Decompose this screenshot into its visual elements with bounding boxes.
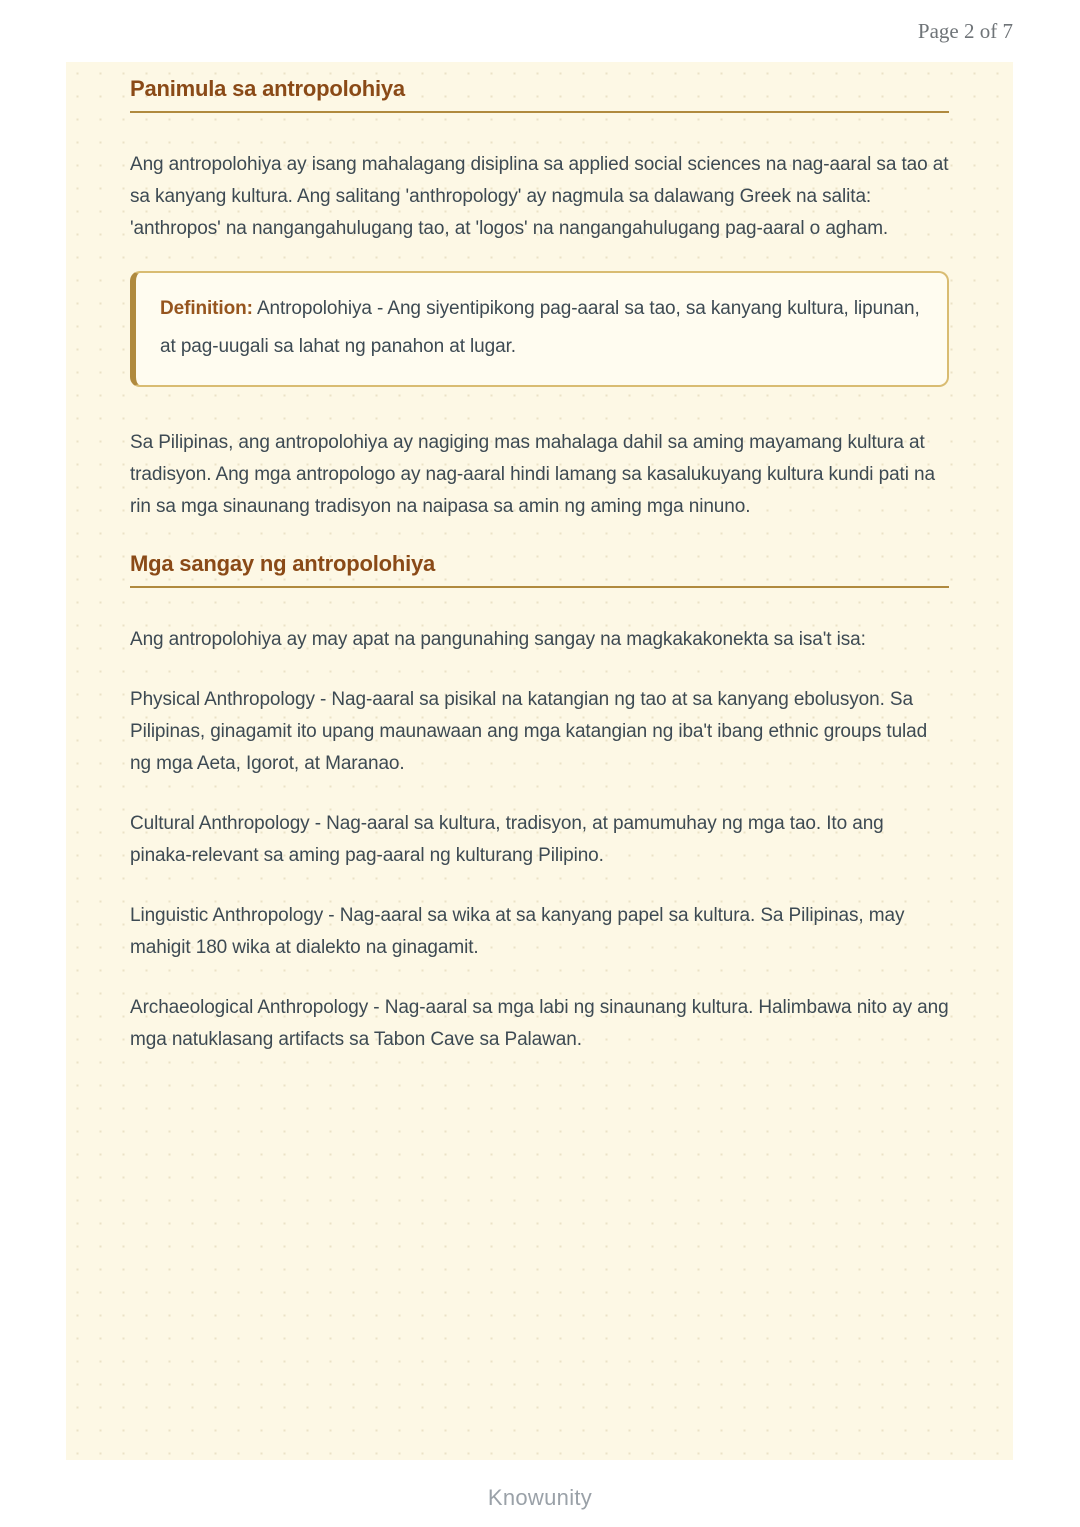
section-heading-panimula: Panimula sa antropolohiya xyxy=(130,76,405,101)
intro-paragraph-1: Ang antropolohiya ay isang mahalagang disiplina sa applied social sciences na nag-aaral sa tao at sa kanyang kultura. Ang salitang 'anthropology' ay nagmula sa dalawang Greek na salita: 'anthropos' na nangangahulugang tao, at 'logos' na nangangahulugang pag-aaral o agham. xyxy=(130,154,949,239)
definition-label: Definition: xyxy=(160,298,253,319)
branch-paragraph-linguistic: Linguistic Anthropology - Nag-aaral sa wika at sa kanyang papel sa kultura. Sa Pilipinas, may mahigit 180 wika at dialekto na ginagamit. xyxy=(130,905,905,958)
intro-paragraph-2: Sa Pilipinas, ang antropolohiya ay nagiging mas mahalaga dahil sa aming mayamang kultura at tradisyon. Ang mga antropologo ay nag-aaral hindi lamang sa kasalukuyang kultura kundi pati na rin sa mga sinaunang tradisyon na naipasa sa amin ng aming mga ninuno. xyxy=(130,432,935,517)
heading-divider xyxy=(130,586,949,588)
branch-paragraph-cultural: Cultural Anthropology - Nag-aaral sa kultura, tradisyon, at pamumuhay ng mga tao. Ito ang pinaka-relevant sa aming pag-aaral ng kulturang Pilipino. xyxy=(130,813,884,866)
section-heading-mga-sangay: Mga sangay ng antropolohiya xyxy=(130,551,436,576)
heading-divider xyxy=(130,111,949,113)
page-indicator: Page 2 of 7 xyxy=(917,19,1013,43)
branches-intro-paragraph: Ang antropolohiya ay may apat na pangunahing sangay na magkakakonekta sa isa't isa: xyxy=(130,629,866,650)
definition-text xyxy=(160,290,921,366)
definition-callout xyxy=(130,271,949,387)
branch-paragraph-archaeological: Archaeological Anthropology - Nag-aaral sa mga labi ng sinaunang kultura. Halimbawa nito ay ang mga natuklasang artifacts sa Tabon Cave sa Palawan. xyxy=(130,997,949,1050)
notes-content-card xyxy=(66,62,1013,1460)
branch-paragraph-physical: Physical Anthropology - Nag-aaral sa pisikal na katangian ng tao at sa kanyang ebolusyon. Sa Pilipinas, ginagamit ito upang maunawaan ang mga katangian ng iba't ibang ethnic groups tulad ng mga Aeta, Igorot, at Maranao. xyxy=(130,689,928,774)
footer-brand: Knowunity xyxy=(487,1485,593,1510)
definition-body: Antropolohiya - Ang siyentipikong pag-aaral sa tao, sa kanyang kultura, lipunan, at pag-uugali sa lahat ng panahon at lugar. xyxy=(160,298,920,357)
